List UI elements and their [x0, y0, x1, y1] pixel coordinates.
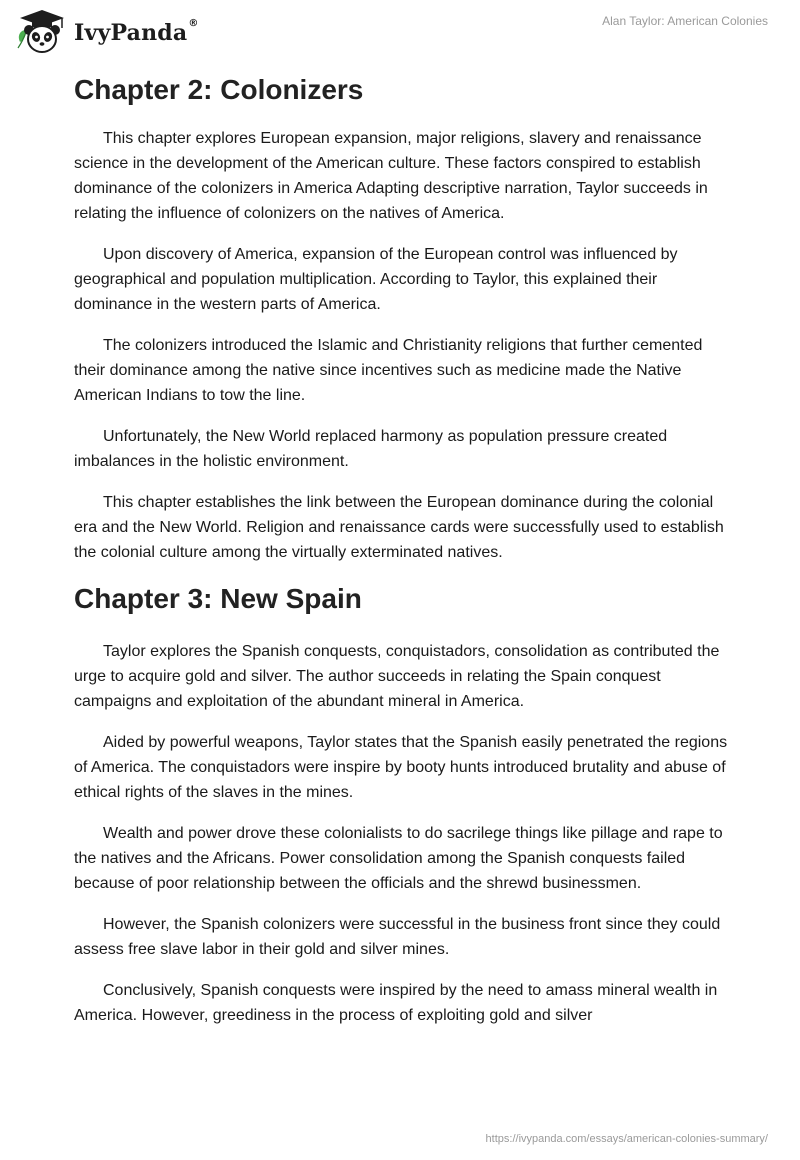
paragraph: Conclusively, Spanish conquests were inspired by the need to amass mineral wealth in America. However, greediness in the process of exploiting gold and silver — [74, 982, 718, 1024]
registered-mark: ® — [188, 18, 199, 29]
paragraph: This chapter explores European expansion, major religions, slavery and renaissance science in the development of the American culture. These factors conspired to establish dominance of the colonizers in America Adapting descriptive narration, Taylor succeeds in relating the influence of colonizers on the natives of America. — [74, 130, 708, 222]
running-title: Alan Taylor: American Colonies — [602, 14, 768, 28]
paragraph: However, the Spanish colonizers were successful in the business front since they could assess free slave labor in their gold and silver mines. — [74, 916, 721, 958]
paragraph: Upon discovery of America, expansion of the European control was influenced by geographical and population multiplication. According to Taylor, this explained their dominance in the western parts of America. — [74, 246, 678, 313]
paragraph: Taylor explores the Spanish conquests, conquistadors, consolidation as contributed the urge to acquire gold and silver. The author succeeds in relating the Spain conquest campaigns and exploitation of the abundant mineral in America. — [74, 643, 720, 710]
paragraph: Aided by powerful weapons, Taylor states that the Spanish easily penetrated the regions of America. The conquistadors were inspire by booty hunts introduced brutality and abuse of ethical rights of the slaves in the mines. — [74, 734, 728, 801]
panda-graduate-icon — [14, 8, 70, 54]
page-header — [0, 0, 800, 70]
source-url[interactable]: https://ivypanda.com/essays/american-colonies-summary/ — [485, 1133, 768, 1145]
paragraph: This chapter establishes the link between the European dominance during the colonial era and the New World. Religion and renaissance cards were successfully used to establish the colonial culture among the virtually exterminated natives. — [74, 494, 724, 561]
paragraph: Unfortunately, the New World replaced harmony as population pressure created imbalances in the holistic environment. — [74, 428, 668, 470]
brand-name — [74, 20, 199, 46]
essay-content — [74, 72, 734, 1044]
paragraph: Wealth and power drove these colonialists to do sacrilege things like pillage and rape to the natives and the Africans. Power consolidation among the Spanish conquests failed because of poor relationship between the officials and the shrewd businessmen. — [74, 825, 723, 892]
brand-logo[interactable] — [14, 8, 199, 54]
brand-name-text: IvyPanda — [74, 20, 188, 46]
paragraph: The colonizers introduced the Islamic and Christianity religions that further cemented their dominance among the native since incentives such as medicine made the Native American Indians to tow the line. — [74, 337, 703, 404]
chapter-heading: Chapter 3: New Spain — [74, 583, 362, 614]
chapter-heading: Chapter 2: Colonizers — [74, 74, 364, 105]
